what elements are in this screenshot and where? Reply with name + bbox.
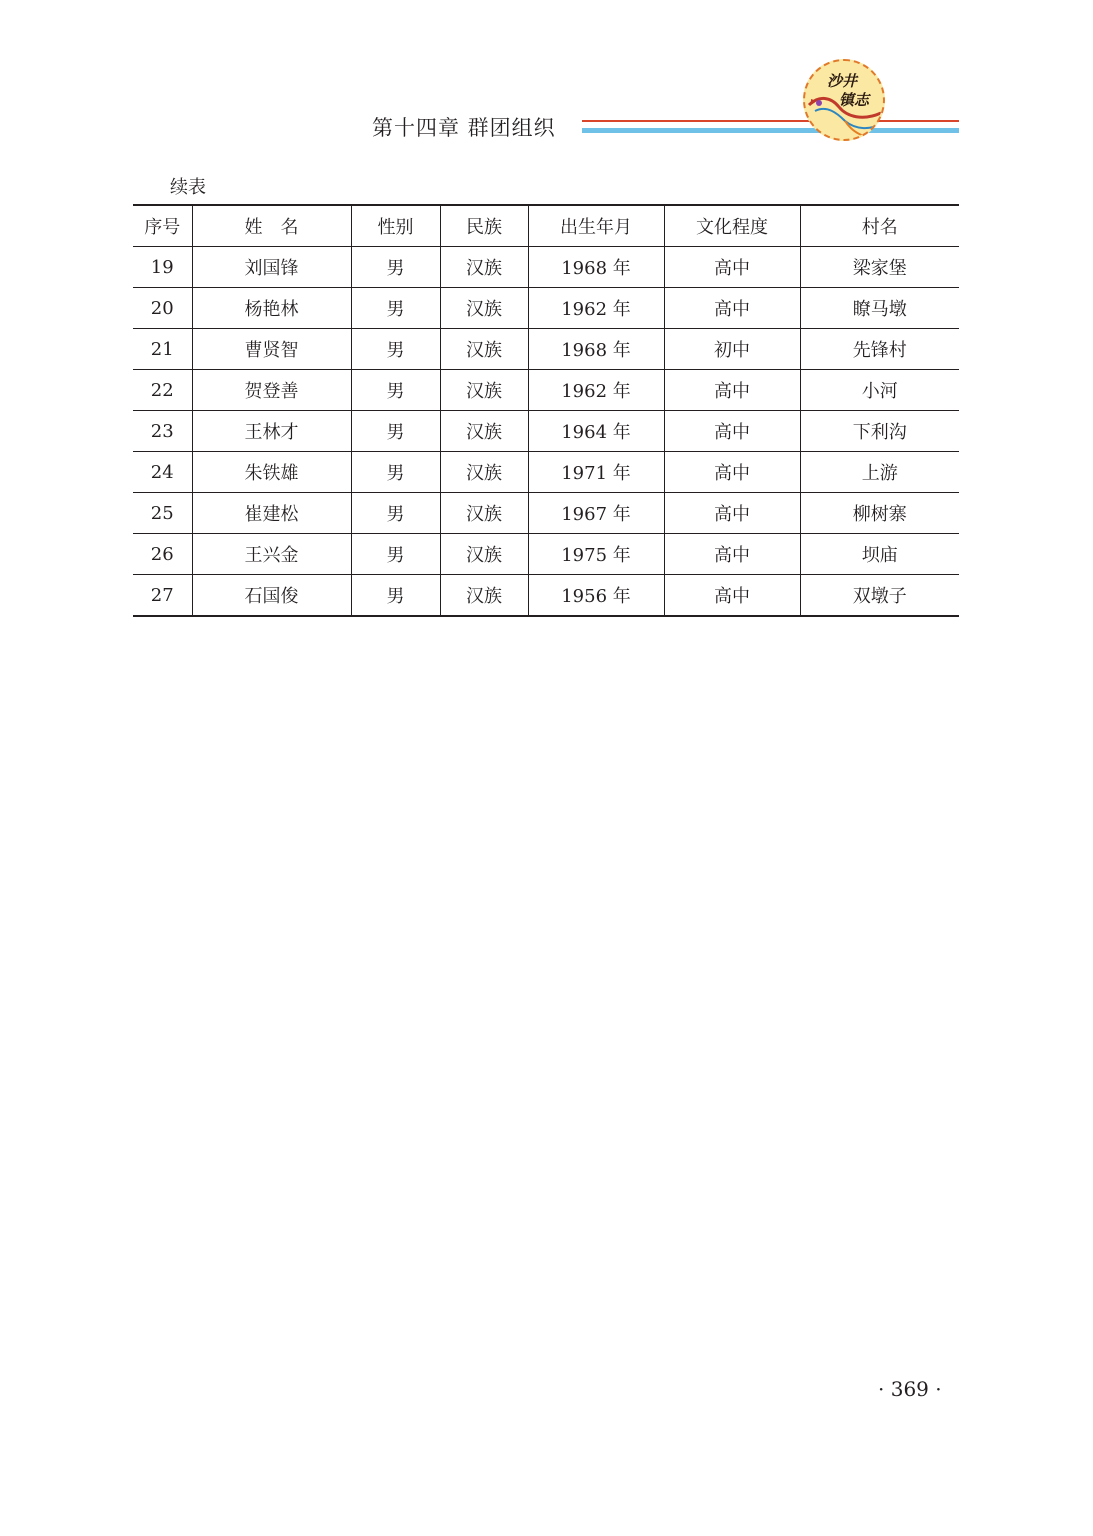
cell-index: 21 [133,329,192,370]
column-header-ethnicity: 民族 [440,205,528,247]
table-row [133,329,959,370]
cell-ethnicity: 汉族 [440,452,528,493]
table-row [133,370,959,411]
cell-name: 曹贤智 [192,329,351,370]
cell-index: 20 [133,288,192,329]
cell-birth-year: 1962 年 [528,370,664,411]
cell-birth-year: 1956 年 [528,575,664,617]
seal-text-bottom: 镇志 [839,91,870,109]
table-row [133,534,959,575]
cell-ethnicity: 汉族 [440,288,528,329]
cell-education: 高中 [664,575,800,617]
member-roster-table [133,204,959,617]
column-header-birth-year: 出生年月 [528,205,664,247]
cell-gender: 男 [351,370,440,411]
cell-index: 19 [133,247,192,288]
cell-ethnicity: 汉族 [440,411,528,452]
cell-index: 26 [133,534,192,575]
cell-education: 高中 [664,288,800,329]
cell-village: 先锋村 [800,329,959,370]
table-row [133,247,959,288]
cell-gender: 男 [351,288,440,329]
cell-gender: 男 [351,493,440,534]
cell-gender: 男 [351,329,440,370]
chapter-title: 第十四章 群团组织 [372,116,556,140]
cell-gender: 男 [351,411,440,452]
cell-name: 朱铁雄 [192,452,351,493]
cell-ethnicity: 汉族 [440,329,528,370]
cell-education: 高中 [664,411,800,452]
column-header-education: 文化程度 [664,205,800,247]
cell-gender: 男 [351,247,440,288]
header-blue-rule [582,128,959,133]
cell-village: 柳树寨 [800,493,959,534]
town-gazetteer-seal-logo [803,59,885,141]
table-row [133,575,959,617]
cell-education: 高中 [664,493,800,534]
cell-ethnicity: 汉族 [440,534,528,575]
cell-index: 23 [133,411,192,452]
column-header-gender: 性别 [351,205,440,247]
cell-ethnicity: 汉族 [440,247,528,288]
table-header-row [133,205,959,247]
cell-birth-year: 1964 年 [528,411,664,452]
cell-village: 小河 [800,370,959,411]
cell-education: 初中 [664,329,800,370]
cell-birth-year: 1975 年 [528,534,664,575]
table-continued-caption: 续表 [170,177,206,198]
cell-birth-year: 1968 年 [528,247,664,288]
cell-education: 高中 [664,247,800,288]
cell-gender: 男 [351,575,440,617]
cell-name: 刘国锋 [192,247,351,288]
cell-birth-year: 1971 年 [528,452,664,493]
cell-birth-year: 1962 年 [528,288,664,329]
column-header-village: 村名 [800,205,959,247]
cell-gender: 男 [351,452,440,493]
page-header [0,0,1093,150]
cell-village: 瞭马墩 [800,288,959,329]
cell-gender: 男 [351,534,440,575]
seal-text-top: 沙井 [827,72,858,90]
cell-ethnicity: 汉族 [440,575,528,617]
cell-index: 24 [133,452,192,493]
cell-village: 双墩子 [800,575,959,617]
cell-education: 高中 [664,534,800,575]
cell-education: 高中 [664,452,800,493]
page-number: · 369 · [878,1377,942,1401]
cell-name: 石国俊 [192,575,351,617]
cell-village: 下利沟 [800,411,959,452]
column-header-name: 姓 名 [192,205,351,247]
cell-name: 杨艳林 [192,288,351,329]
cell-name: 王兴金 [192,534,351,575]
cell-village: 坝庙 [800,534,959,575]
cell-ethnicity: 汉族 [440,493,528,534]
cell-birth-year: 1967 年 [528,493,664,534]
cell-ethnicity: 汉族 [440,370,528,411]
column-header-index: 序号 [133,205,192,247]
cell-birth-year: 1968 年 [528,329,664,370]
cell-name: 王林才 [192,411,351,452]
cell-education: 高中 [664,370,800,411]
table-row [133,493,959,534]
table-row [133,452,959,493]
cell-village: 梁家堡 [800,247,959,288]
cell-name: 崔建松 [192,493,351,534]
table-row [133,411,959,452]
cell-village: 上游 [800,452,959,493]
cell-name: 贺登善 [192,370,351,411]
cell-index: 22 [133,370,192,411]
header-red-rule [582,120,959,122]
cell-index: 27 [133,575,192,617]
table-row [133,288,959,329]
cell-index: 25 [133,493,192,534]
